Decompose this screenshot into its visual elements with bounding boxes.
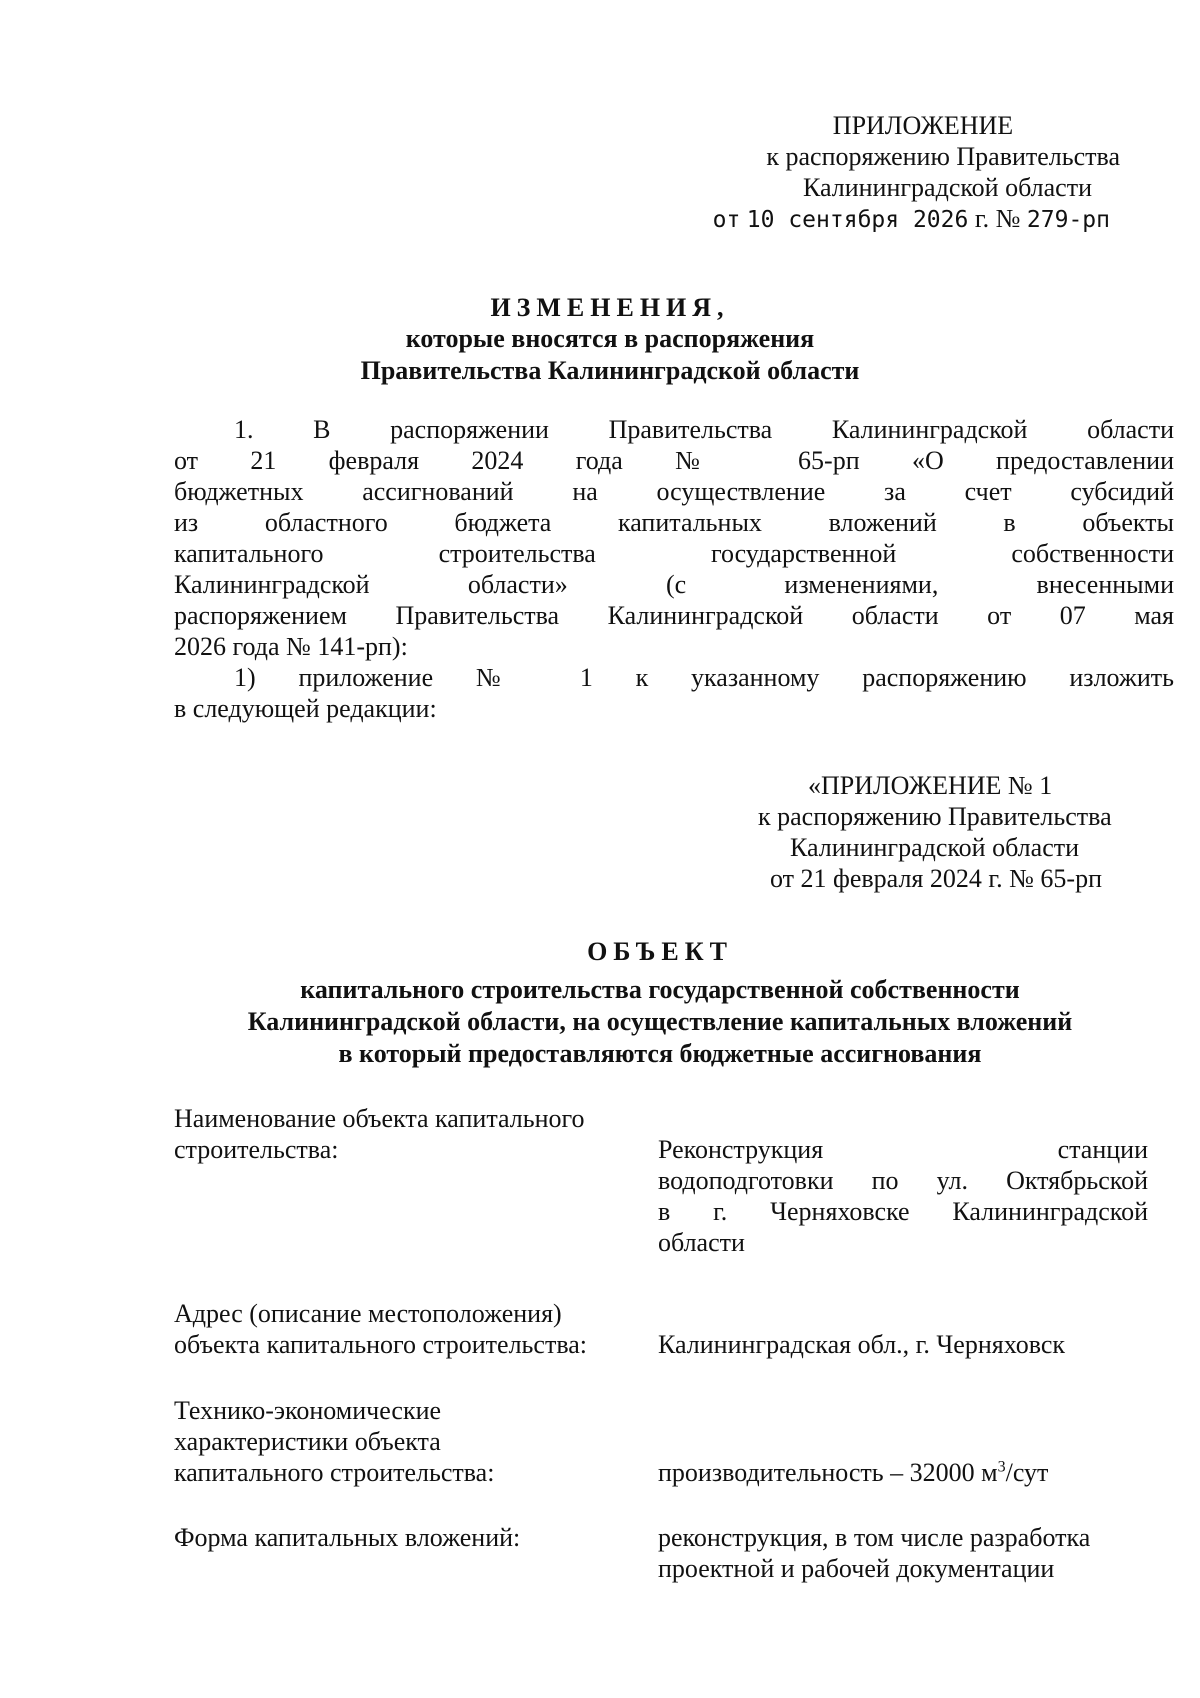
header-appendix [690,110,1150,236]
field-value-line: проектной и рабочей документации [658,1554,1055,1583]
appendix-line-3: Калининградской области [802,173,1092,202]
capacity-unit: /сут [1005,1458,1049,1487]
subparagraph-1-line: 1) приложение № 1 к указанному распоряжению изложить [234,663,1174,692]
capacity-text: производительность – 32000 м [658,1458,998,1487]
date-prefix: от [712,207,741,233]
object-subtitle-2: Калининградской области, на осуществление капитальных вложений [247,1007,1073,1036]
field-label-line: Адрес (описание местоположения) [174,1299,562,1328]
paragraph-1-line: 2026 года № 141-рп): [174,632,408,661]
object-subtitle-3: в который предоставляются бюджетные ассигнования [338,1039,982,1068]
field-characteristics-value [658,1457,1148,1488]
paragraph-1-line: от 21 февраля 2024 года № 65-рп «О предоставлении [174,446,1174,475]
appendix-1-title: «ПРИЛОЖЕНИЕ № 1 [808,771,1053,800]
field-label-line: Наименование объекта капитального [174,1104,585,1133]
changes-subtitle-2: Правительства Калининградской области [360,356,860,385]
field-label-line: характеристики объекта [174,1427,441,1456]
paragraph-1-line: капитального строительства государственной собственности [174,539,1174,568]
field-address-label [174,1298,634,1360]
field-value-line: в г. Черняховске Калининградской [658,1197,1148,1226]
paragraph-1 [174,414,1174,724]
field-value-line: Реконструкция станции [658,1135,1148,1164]
field-value-line: области [658,1228,745,1257]
changes-title: ИЗМЕНЕНИЯ, [490,293,730,322]
subparagraph-1-line: в следующей редакции: [174,694,437,723]
paragraph-1-line: 1. В распоряжении Правительства Калининградской области [234,415,1174,444]
changes-subtitle-1: которые вносятся в распоряжения [405,324,815,353]
appendix-1-line-2: к распоряжению Правительства [758,802,1112,831]
field-value-line: реконструкция, в том числе разработка [658,1523,1091,1552]
appendix-1-line-4: от 21 февраля 2024 г. № 65-рп [770,864,1102,893]
object-title: ОБЪЕКТ [587,937,733,966]
field-label-line: строительства: [174,1135,339,1164]
capacity-exponent: 3 [997,1458,1006,1476]
field-label-line: Технико-экономические [174,1396,442,1425]
date-stamp: 10 сентября 2026 [746,207,969,233]
field-investment-form-value [658,1522,1148,1584]
paragraph-1-line: распоряжением Правительства Калининградской области от 07 мая [174,601,1174,630]
paragraph-1-line: Калининградской области» (с изменениями, внесенными [174,570,1174,599]
number-stamp: 279-рп [1026,207,1110,233]
field-label-line: объекта капитального строительства: [174,1330,588,1359]
object-subtitle-1: капитального строительства государственной собственности [300,975,1020,1004]
field-address-value [658,1329,1148,1360]
field-name-value [658,1134,1148,1258]
paragraph-1-line: бюджетных ассигнований на осуществление за счет субсидий [174,477,1174,506]
date-number-label: г. № [974,204,1021,233]
field-name-label [174,1103,634,1165]
field-investment-form-label [174,1522,634,1553]
field-label-line: капитального строительства: [174,1458,495,1487]
appendix-title: ПРИЛОЖЕНИЕ [832,111,1014,140]
field-value-line: Калининградская обл., г. Черняховск [658,1330,1066,1359]
field-characteristics-label [174,1395,634,1488]
appendix-1-header [730,770,1170,894]
appendix-1-line-3: Калининградской области [790,833,1080,862]
appendix-date-line [690,203,1150,236]
paragraph-1-line: из областного бюджета капитальных вложений в объекты [174,508,1174,537]
field-label-line: Форма капитальных вложений: [174,1523,521,1552]
appendix-line-2: к распоряжению Правительства [766,142,1120,171]
field-value-line: водоподготовки по ул. Октябрьской [658,1166,1148,1195]
